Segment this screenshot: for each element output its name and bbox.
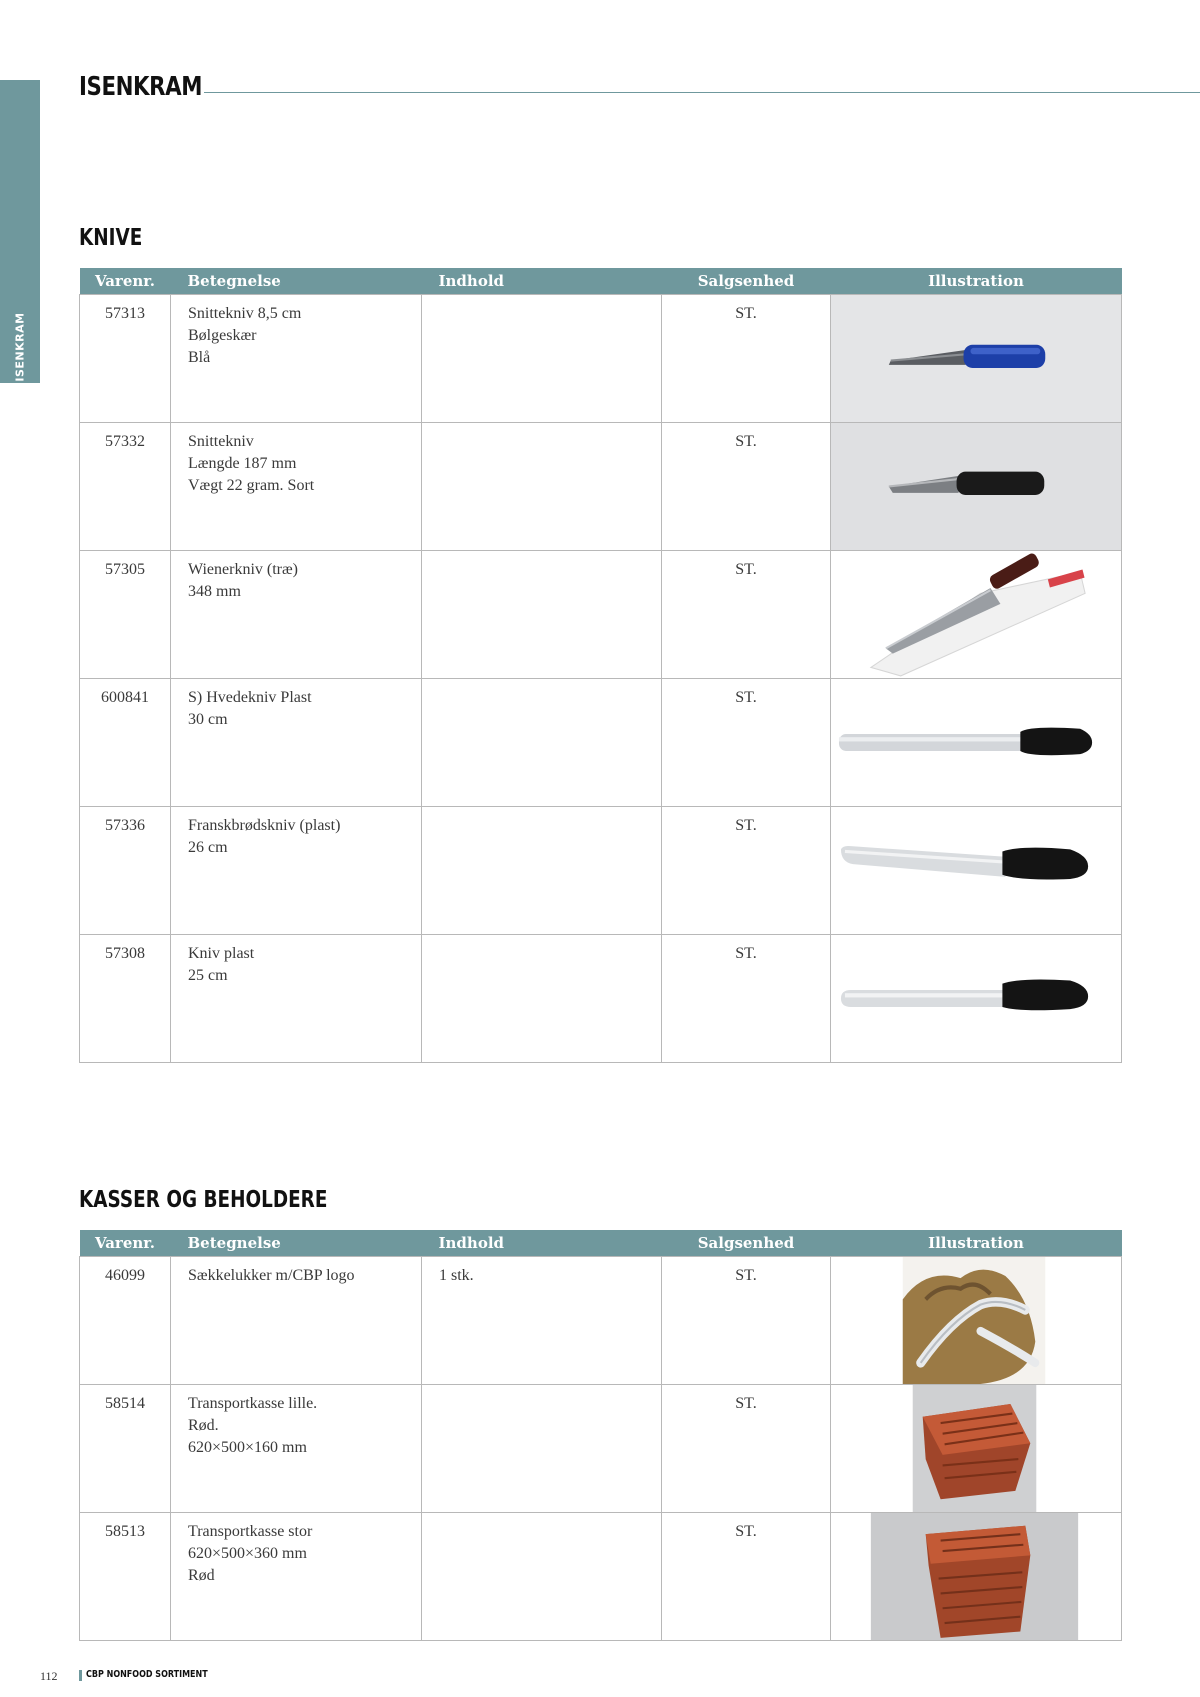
bread-knife-icon (831, 679, 1121, 806)
item-description (171, 423, 422, 551)
plastic-knife-icon (831, 935, 1121, 1062)
item-content (422, 295, 662, 423)
item-number: 600841 (80, 679, 171, 807)
description-line: Wienerkniv (træ) (188, 561, 298, 578)
section-title-knives: KNIVE (79, 225, 143, 251)
description-line: 30 cm (188, 711, 228, 728)
item-description (171, 551, 422, 679)
item-number: 46099 (80, 1257, 171, 1385)
page-title: ISENKRAM (79, 72, 203, 102)
description-line: Snittekniv 8,5 cm (188, 305, 302, 322)
description-line: Transportkasse lille. (188, 1395, 318, 1412)
item-description (171, 935, 422, 1063)
column-header-image: Illustration (831, 268, 1122, 295)
black-paring-knife-icon (831, 423, 1121, 550)
item-content (422, 935, 662, 1063)
page-number: 112 (40, 1669, 58, 1683)
table-row (80, 295, 1122, 423)
blue-paring-knife-icon (831, 295, 1121, 422)
item-description (171, 1513, 422, 1641)
table-row (80, 423, 1122, 551)
column-header-id: Varenr. (80, 268, 171, 295)
description-line: Transportkasse stor (188, 1523, 313, 1540)
table-row (80, 1257, 1122, 1385)
description-line: 25 cm (188, 967, 228, 984)
table-row (80, 935, 1122, 1063)
bag-closer-icon (831, 1257, 1121, 1384)
table-row (80, 1513, 1122, 1641)
description-line: Vægt 22 gram. Sort (188, 477, 315, 494)
column-header-unit: Salgsenhed (662, 1230, 831, 1257)
description-line: Rød. (188, 1417, 219, 1434)
description-line: Franskbrødskniv (plast) (188, 817, 341, 834)
small-crate-icon (831, 1385, 1121, 1512)
table-row (80, 807, 1122, 935)
item-description (171, 807, 422, 935)
item-description (171, 1257, 422, 1385)
description-line: S) Hvedekniv Plast (188, 689, 312, 706)
description-line: 620×500×360 mm (188, 1545, 307, 1562)
description-line: 620×500×160 mm (188, 1439, 307, 1456)
description-line: 348 mm (188, 583, 241, 600)
boxes-table (79, 1230, 1122, 1641)
item-number: 58514 (80, 1385, 171, 1513)
item-unit: ST. (662, 935, 831, 1063)
item-content (422, 423, 662, 551)
item-content: 1 stk. (422, 1257, 662, 1385)
item-number: 57305 (80, 551, 171, 679)
item-number: 58513 (80, 1513, 171, 1641)
item-number: 57308 (80, 935, 171, 1063)
column-header-unit: Salgsenhed (662, 268, 831, 295)
item-unit: ST. (662, 679, 831, 807)
table-row (80, 1385, 1122, 1513)
wooden-handle-knife-icon (831, 551, 1121, 678)
column-header-content: Indhold (422, 268, 662, 295)
column-header-name: Betegnelse (171, 268, 422, 295)
description-line: Snittekniv (188, 433, 254, 450)
item-unit: ST. (662, 1513, 831, 1641)
table-header-row (80, 1230, 1122, 1257)
description-line: Kniv plast (188, 945, 255, 962)
section-title-boxes: KASSER OG BEHOLDERE (79, 1187, 328, 1213)
large-crate-icon (831, 1513, 1121, 1640)
side-tab-label: ISENKRAM (13, 312, 27, 382)
description-line: Blå (188, 349, 211, 366)
title-rule (204, 92, 1200, 93)
item-illustration (831, 679, 1122, 807)
item-illustration (831, 1257, 1122, 1385)
item-unit: ST. (662, 423, 831, 551)
item-illustration (831, 1513, 1122, 1641)
item-illustration (831, 807, 1122, 935)
table-header-row (80, 268, 1122, 295)
description-line: Længde 187 mm (188, 455, 297, 472)
knives-table (79, 268, 1122, 1063)
item-content (422, 1513, 662, 1641)
footer-brand: CBP NONFOOD SORTIMENT (86, 1669, 208, 1680)
description-line: Rød (188, 1567, 215, 1584)
item-unit: ST. (662, 1385, 831, 1513)
table-row (80, 551, 1122, 679)
item-unit: ST. (662, 551, 831, 679)
column-header-image: Illustration (831, 1230, 1122, 1257)
item-unit: ST. (662, 807, 831, 935)
column-header-id: Varenr. (80, 1230, 171, 1257)
item-illustration (831, 1385, 1122, 1513)
item-unit: ST. (662, 295, 831, 423)
item-description (171, 1385, 422, 1513)
description-line: Bølgeskær (188, 327, 257, 344)
table-row (80, 679, 1122, 807)
description-line: 26 cm (188, 839, 228, 856)
column-header-content: Indhold (422, 1230, 662, 1257)
description-line: Sækkelukker m/CBP logo (188, 1267, 355, 1284)
item-illustration (831, 551, 1122, 679)
item-number: 57332 (80, 423, 171, 551)
item-number: 57313 (80, 295, 171, 423)
item-unit: ST. (662, 1257, 831, 1385)
item-content (422, 1385, 662, 1513)
item-content (422, 807, 662, 935)
item-content (422, 551, 662, 679)
footer-bar (79, 1670, 82, 1681)
item-illustration (831, 423, 1122, 551)
item-description (171, 679, 422, 807)
item-illustration (831, 295, 1122, 423)
item-number: 57336 (80, 807, 171, 935)
item-content (422, 679, 662, 807)
french-bread-knife-icon (831, 807, 1121, 934)
item-description (171, 295, 422, 423)
item-illustration (831, 935, 1122, 1063)
column-header-name: Betegnelse (171, 1230, 422, 1257)
